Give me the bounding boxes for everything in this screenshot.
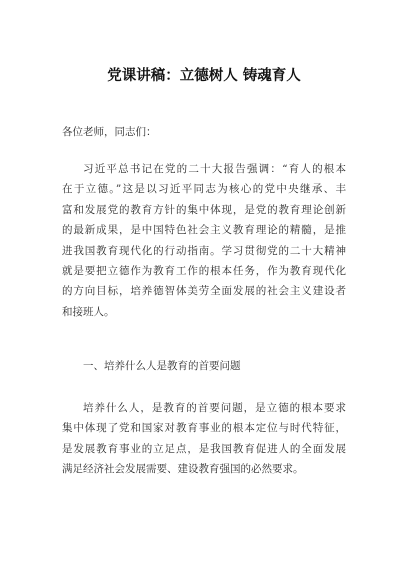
paragraph-line: 集中体现了党和国家对教育事业的根本定位与时代特征， [62,422,346,435]
paragraph-line: 满足经济社会发展需要、建设教育强国的必然要求。 [62,463,304,476]
paragraph-line: 的方向目标，培养德智体美劳全面发展的社会主义建设者 [62,285,346,298]
paragraph-line: 就是要把立德作为教育工作的根本任务，作为教育现代化 [62,264,346,277]
salutation: 各位老师，同志们： [62,126,157,138]
section-heading: 一、培养什么人是教育的首要问题 [83,360,241,372]
paragraph-line: 习近平总书记在党的二十大报告强调：“育人的根本 [83,163,346,175]
paragraph-line: 培养什么人，是教育的首要问题，是立德的根本要求 [83,402,346,414]
document-title: 党课讲稿：立德树人 铸魂育人 [107,68,301,84]
paragraph-line: 富和发展党的教育方针的集中体现，是党的教育理论创新 [62,203,346,216]
paragraph-line: 的最新成果，是中国特色社会主义教育理论的精髓，是推 [62,224,346,237]
paragraph-line: 在于立德。”这是以习近平同志为核心的党中央继承、丰 [62,183,346,196]
paragraph-1 [62,159,346,322]
paragraph-line: 是发展教育事业的立足点，是我国教育促进人的全面发展 [62,442,346,455]
paragraph-2 [62,398,346,480]
paragraph-line: 和接班人。 [62,305,115,318]
paragraph-line: 进我国教育现代化的行动指南。学习贯彻党的二十大精神 [62,244,346,257]
